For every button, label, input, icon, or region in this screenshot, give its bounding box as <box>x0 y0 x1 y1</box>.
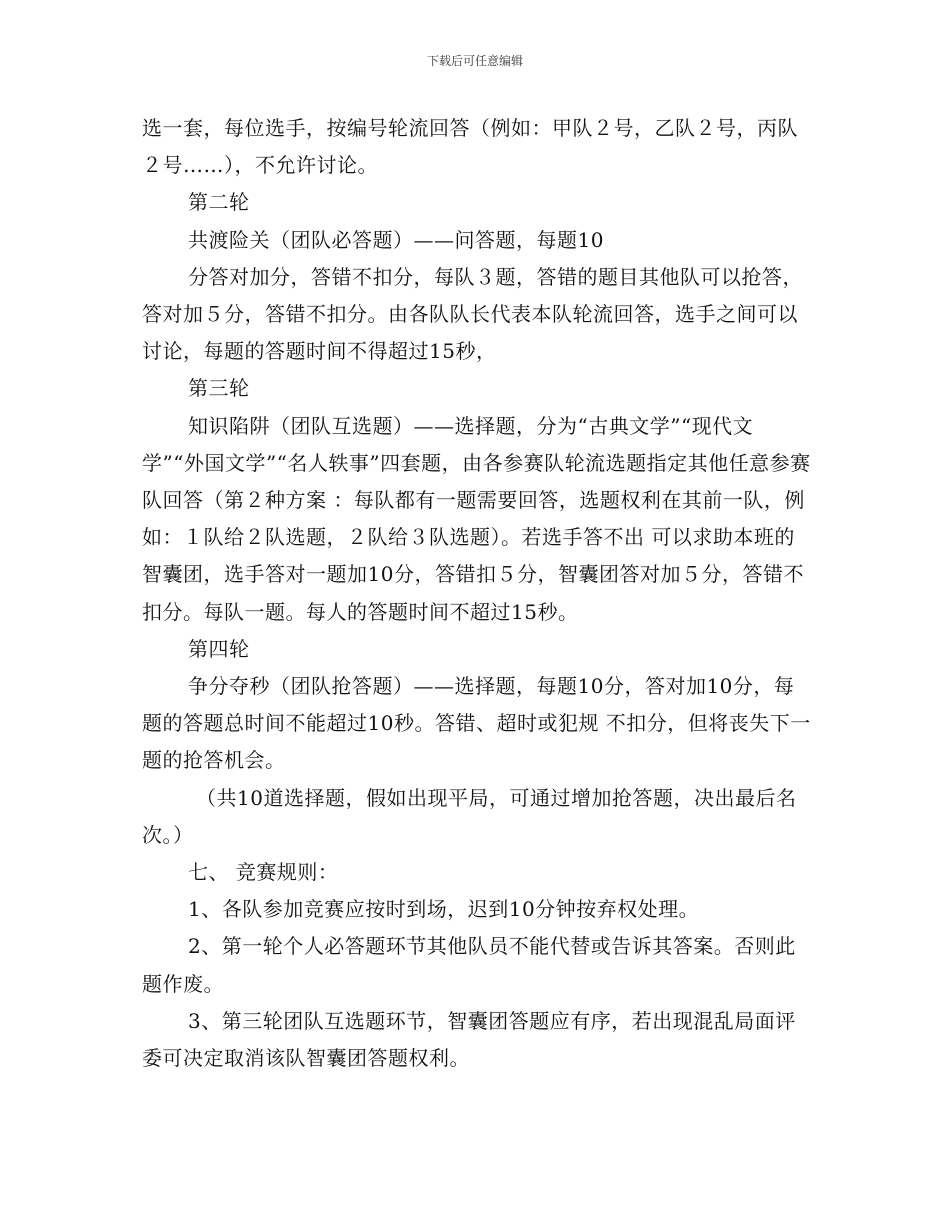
paragraph-round4-rules: 争分夺秒（团队抢答题）——选择题，每题10分，答对加10分，每题的答题总时间不能超过10秒。答错、超时或犯规 不扣分，但将丧失下一题的抢答机会。 <box>142 674 811 773</box>
page-header: 下载后可任意编辑 <box>426 54 523 68</box>
heading-competition-rules: 七、 竞赛规则： <box>188 860 339 885</box>
heading-round-3: 第三轮 <box>188 376 250 401</box>
heading-round-2: 第二轮 <box>188 190 250 215</box>
rule-item-3: 3、第三轮团队互选题环节，智囊团答题应有序，若出现混乱局面评委可决定取消该队智囊团答题权利。 <box>142 1008 796 1071</box>
paragraph-round3-rules: 知识陷阱（团队互选题）——选择题，分为“古典文学”“现代文学”“外国文学”“名人轶事”四套题，由各参赛队轮流选题指定其他任意参赛队回答（第２种方案 ：每队都有一题需要回答，选题权利在其前一队，例如：１队给２队选题，２队给３队选题）。若选手答不出 可以求助本班的智囊团，选手答对一题加10分，答错扣５分，智囊团答对加５分，答错不扣分。每队一题。每人的答题时间不超过15秒。 <box>142 413 811 624</box>
paragraph-round4-note: （共10道选择题，假如出现平局，可通过增加抢答题，决出最后名次。） <box>142 785 797 847</box>
rule-item-2: 2、第一轮个人必答题环节其他队员不能代替或告诉其答案。否则此题作废。 <box>142 934 796 996</box>
paragraph-round2-rules: 分答对加分，答错不扣分，每队３题，答错的题目其他队可以抢答，答对加５分，答错不扣分。由各队队长代表本队轮流回答，选手之间可以讨论，每题的答题时间不得超过15秒， <box>142 264 803 364</box>
heading-round-4: 第四轮 <box>188 636 250 661</box>
paragraph-round1-rules-cont: 选一套，每位选手，按编号轮流回答（例如：甲队２号，乙队２号，丙队２号……），不允许讨论。 <box>142 116 798 178</box>
rule-item-1: 1、各队参加竞赛应按时到场，迟到10分钟按弃权处理。 <box>188 897 700 922</box>
paragraph-round2-title: 共渡险关（团队必答题）——问答题，每题10 <box>188 227 604 252</box>
document-body <box>142 110 812 1077</box>
